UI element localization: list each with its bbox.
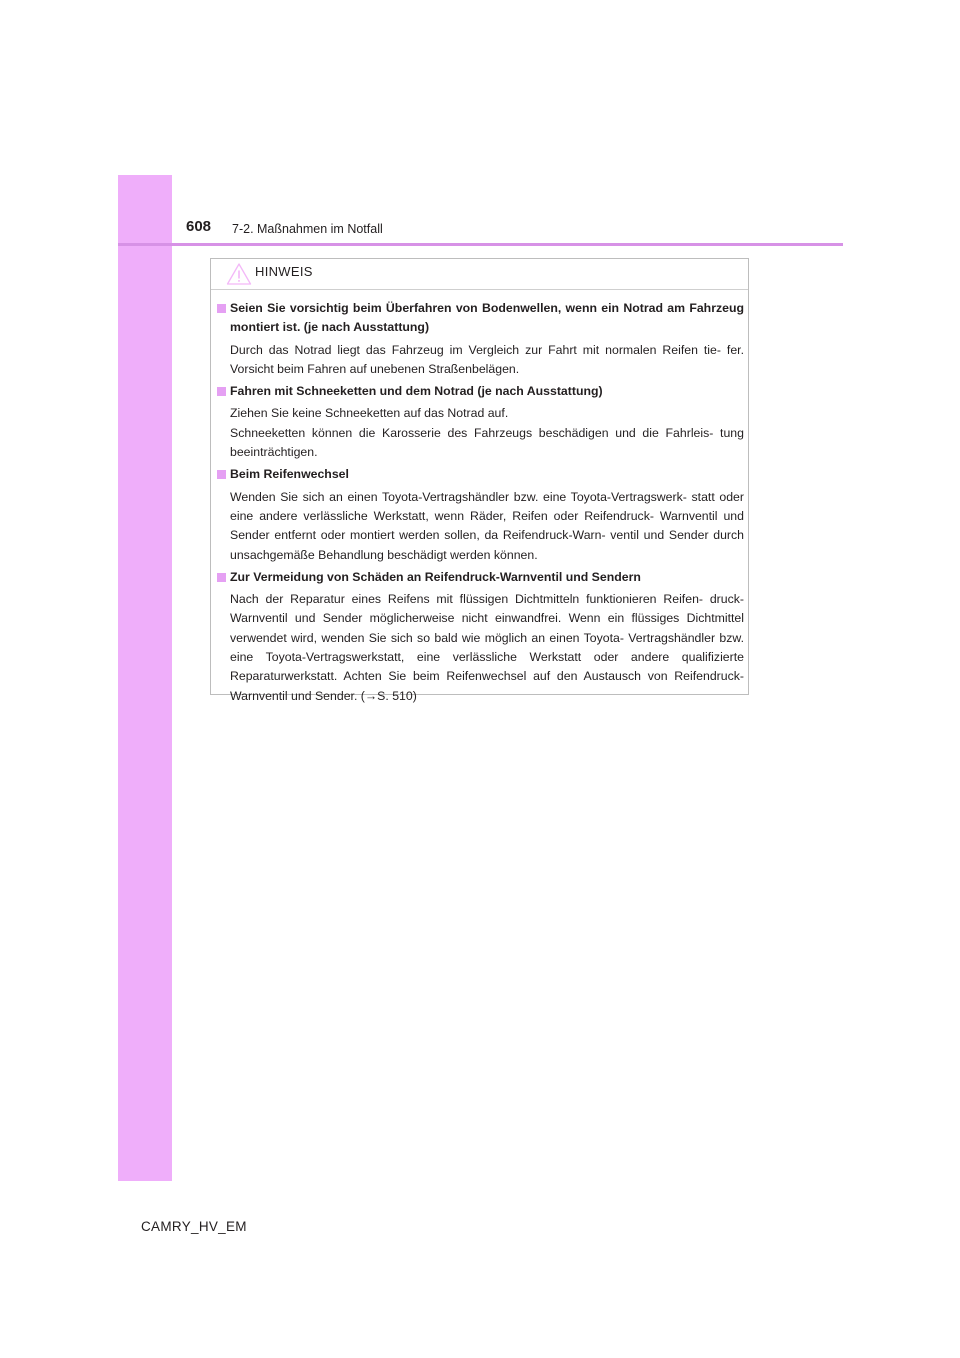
document-code: CAMRY_HV_EM bbox=[141, 1219, 247, 1234]
notice-item-text: Wenden Sie sich an einen Toyota-Vertragshändler bzw. eine Toyota-Vertragswerk- statt oder eine andere verlässliche Werkstatt, wenn Räder, Reifen oder Reifendruck- Warnventil und Sender entfernt oder montiert werden sollen, da Reifendruck-Warn- ventil und Sender durch unsachgemäße Behandlung beschädigt werden können. bbox=[230, 489, 744, 562]
notice-box bbox=[210, 258, 749, 703]
square-bullet-icon bbox=[217, 304, 226, 313]
notice-item-text: Ziehen Sie keine Schneeketten auf das Notrad auf. bbox=[230, 406, 509, 421]
header-divider bbox=[118, 243, 843, 246]
chapter-sidebar-tab bbox=[118, 175, 172, 1181]
square-bullet-icon bbox=[217, 573, 226, 582]
page-number: 608 bbox=[186, 218, 212, 235]
notice-header bbox=[211, 259, 748, 290]
notice-item-text: Schneeketten können die Karosserie des Fahrzeugs beschädigen und die Fahrleis- tung beeinträchtigen. bbox=[230, 425, 744, 460]
notice-item bbox=[217, 299, 744, 379]
notice-item-heading: Seien Sie vorsichtig beim Überfahren von Bodenwellen, wenn ein Notrad am Fahrzeug montiert ist. (je nach Ausstattung) bbox=[230, 301, 744, 335]
notice-item bbox=[217, 568, 744, 706]
notice-item-heading: Beim Reifenwechsel bbox=[230, 467, 349, 482]
section-title: 7-2. Maßnahmen im Notfall bbox=[232, 222, 383, 236]
notice-item-text: Nach der Reparatur eines Reifens mit flüssigen Dichtmitteln funktionieren Reifen- druck-Warnventil und Sender möglicherweise nicht einwandfrei. Wenn ein flüssiges Dichtmittel verwendet wird, wenden Sie sich so bald wie möglich an einen Toyota- Vertragshändler bzw. eine Toyota-Vertragswerkstatt, eine verlässliche Werkstatt oder andere qualifizierte Reparaturwerkstatt. Achten Sie beim Reifenwechsel auf den Austausch von Reifendruck-Warnventil und Sender. (→S. 510) bbox=[230, 592, 744, 703]
notice-item bbox=[217, 465, 744, 564]
notice-content bbox=[217, 299, 744, 709]
warning-triangle-icon bbox=[226, 262, 252, 286]
notice-item-text: Durch das Notrad liegt das Fahrzeug im Vergleich zur Fahrt mit normalen Reifen tie- fer. Vorsicht beim Fahren auf unebenen Straßenbelägen. bbox=[230, 342, 744, 376]
notice-item bbox=[217, 382, 744, 462]
notice-label: HINWEIS bbox=[255, 264, 313, 279]
notice-item-heading: Zur Vermeidung von Schäden an Reifendruck-Warnventil und Sendern bbox=[230, 569, 641, 584]
square-bullet-icon bbox=[217, 387, 226, 396]
notice-item-heading: Fahren mit Schneeketten und dem Notrad (je nach Ausstattung) bbox=[230, 384, 603, 399]
square-bullet-icon bbox=[217, 470, 226, 479]
